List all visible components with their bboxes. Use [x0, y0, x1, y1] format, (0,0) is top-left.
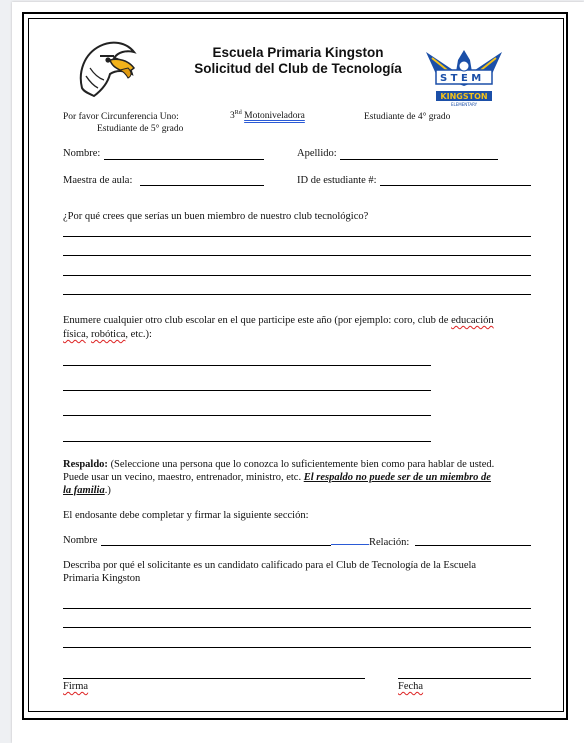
respaldo-line2: Puede usar un vecino, maestro, entrenador, ministro, etc. El respaldo no puede ser de un miembro de — [63, 472, 491, 483]
svg-text:S T E M: S T E M — [440, 73, 482, 84]
endorser-nombre-label: Nombre — [63, 535, 98, 546]
answer-line[interactable] — [63, 441, 431, 442]
question-other-clubs: Enumere cualquier otro club escolar en el que participe este año (por ejemplo: coro, club de educación — [63, 315, 494, 326]
answer-line[interactable] — [63, 365, 431, 366]
option-3rd-grade[interactable]: 3Rd Motoniveladora — [230, 110, 305, 122]
fecha-label: Fecha — [398, 681, 424, 692]
maestra-field[interactable] — [140, 185, 264, 186]
nombre-label: Nombre: — [63, 148, 101, 159]
apellido-label: Apellido: — [297, 148, 337, 159]
answer-line[interactable] — [63, 294, 531, 295]
describe-prompt-l1: Describa por qué el solicitante es un candidato calificado para el Club de Tecnología de la Escuela — [63, 560, 477, 571]
answer-line[interactable] — [63, 236, 531, 237]
relacion-field[interactable] — [415, 545, 531, 546]
fecha-field[interactable] — [398, 678, 531, 679]
form-title: Solicitud del Club de Tecnología — [194, 61, 402, 76]
question-other-clubs-cont: física, robótica, etc.): — [63, 329, 152, 340]
describe-prompt-l2: Primaria Kingston — [63, 573, 141, 584]
option-5th-grade[interactable]: Estudiante de 5° grado — [97, 124, 184, 134]
eagle-logo — [74, 38, 140, 100]
kingston-stem-logo — [422, 46, 506, 108]
maestra-label: Maestra de aula: — [63, 175, 133, 186]
id-estudiante-field[interactable] — [380, 185, 531, 186]
answer-line[interactable] — [63, 415, 431, 416]
apellido-field[interactable] — [340, 159, 498, 160]
answer-line[interactable] — [63, 255, 531, 256]
answer-line[interactable] — [63, 275, 531, 276]
endorser-nombre-field[interactable] — [101, 545, 331, 546]
answer-line[interactable] — [63, 627, 531, 628]
svg-text:ELEMENTARY: ELEMENTARY — [450, 102, 478, 107]
nombre-field[interactable] — [104, 159, 264, 160]
answer-line[interactable] — [63, 608, 531, 609]
firma-label: Firma — [63, 681, 89, 692]
question-why-member: ¿Por qué crees que serías un buen miembro de nuestro club tecnológico? — [63, 211, 369, 222]
answer-line[interactable] — [63, 390, 431, 391]
respaldo-line1: Respaldo: (Seleccione una persona que lo conozca lo suficientemente bien como para hablar de usted. — [63, 459, 495, 470]
option-4th-grade[interactable]: Estudiante de 4° grado — [364, 112, 451, 122]
id-estudiante-label: ID de estudiante #: — [297, 175, 377, 186]
school-name: Escuela Primaria Kingston — [212, 45, 384, 60]
respaldo-line3: la familia.) — [63, 485, 111, 496]
endorser-instruction: El endosante debe completar y firmar la siguiente sección: — [63, 510, 309, 521]
relacion-label: Relación: — [331, 535, 409, 548]
svg-text:KINGSTON: KINGSTON — [440, 92, 488, 101]
firma-field[interactable] — [63, 678, 365, 679]
circle-prompt: Por favor Circunferencia Uno: — [63, 112, 179, 122]
answer-line[interactable] — [63, 647, 531, 648]
